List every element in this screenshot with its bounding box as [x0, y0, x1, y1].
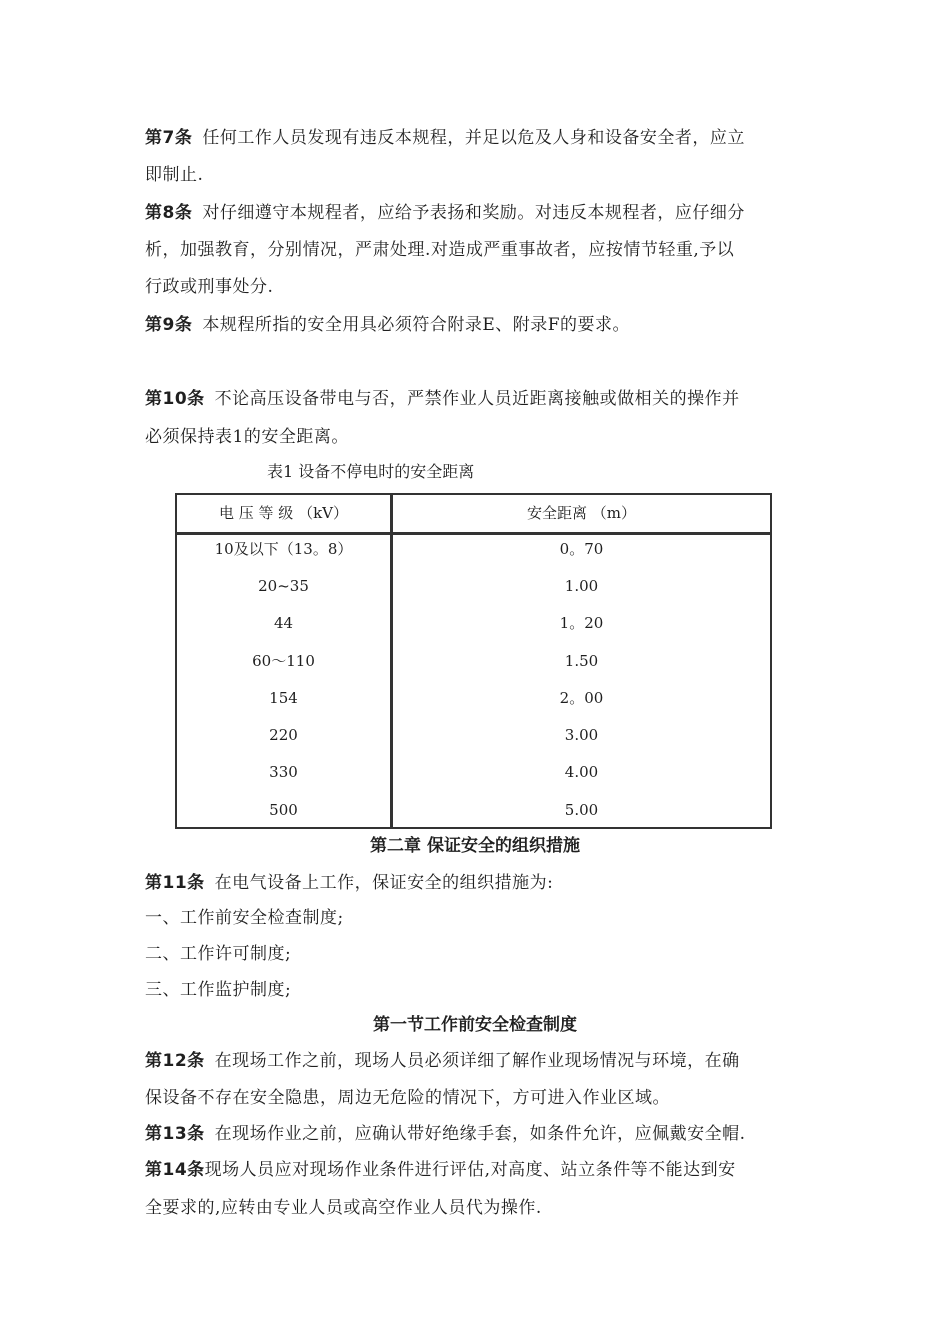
- table-row-8-voltage: 500: [269, 801, 298, 819]
- art13-line1: [145, 1124, 746, 1144]
- art14-line2: 全要求的,应转由专业人员或高空作业人员代为操作.: [145, 1198, 542, 1218]
- art10-text: 不论高压设备带电与否，严禁作业人员近距离接触或做相关的操作并: [214, 389, 740, 409]
- table-row-3-voltage: 44: [273, 614, 294, 632]
- list-item-1: 一、工作前安全检查制度;: [145, 908, 344, 928]
- art14-label: 第14条: [145, 1160, 205, 1180]
- art13-text: 在现场作业之前，应确认带好绝缘手套，如条件允许，应佩戴安全帽.: [214, 1124, 746, 1144]
- art7-label: 第7条: [145, 128, 193, 148]
- art11-line1: [145, 873, 553, 893]
- art8-line1: [145, 203, 745, 223]
- table-row-2-distance: 1.00: [564, 577, 599, 595]
- table-caption: 表1 设备不停电时的安全距离: [267, 462, 475, 481]
- art11-text: 在电气设备上工作，保证安全的组织措施为:: [214, 873, 554, 893]
- art8-line2: 析，加强教育，分别情况，严肃处理.对造成严重事故者，应按情节轻重,予以: [145, 240, 735, 260]
- safety-distance-table: [175, 493, 772, 829]
- table-row-8-distance: 5.00: [564, 801, 599, 819]
- art8-label: 第8条: [145, 203, 193, 223]
- art12-line1: [145, 1051, 740, 1071]
- art10-line1: [145, 389, 740, 409]
- art9-label: 第9条: [145, 315, 193, 335]
- table-header-distance: 安全距离 （m）: [527, 504, 636, 522]
- table-row-6-voltage: 220: [269, 726, 298, 744]
- list-item-3: 三、工作监护制度;: [145, 980, 292, 1000]
- art11-label: 第11条: [145, 873, 205, 893]
- art8-line3: 行政或刑事处分.: [145, 277, 274, 297]
- table-row-1-distance: 0。70: [559, 540, 604, 558]
- table-row-3-distance: 1。20: [559, 614, 604, 632]
- table-header-divider: [177, 532, 770, 535]
- art14-text: 现场人员应对现场作业条件进行评估,对高度、站立条件等不能达到安: [204, 1160, 736, 1180]
- art12-label: 第12条: [145, 1051, 205, 1071]
- art7-text: 任何工作人员发现有违反本规程，并足以危及人身和设备安全者，应立: [202, 128, 745, 148]
- list-item-2: 二、工作许可制度;: [145, 944, 292, 964]
- table-row-2-voltage: 20~35: [258, 577, 309, 595]
- art9-text: 本规程所指的安全用具必须符合附录E、附录F的要求。: [202, 315, 631, 335]
- art14-line1: [145, 1160, 736, 1180]
- table-row-5-voltage: 154: [269, 689, 298, 707]
- table-row-7-voltage: 330: [269, 763, 298, 781]
- table-row-4-distance: 1.50: [564, 652, 599, 670]
- chapter-title: 第二章 保证安全的组织措施: [370, 836, 580, 856]
- table-header-voltage: 电 压 等 级 （kV）: [219, 504, 348, 522]
- table-row-6-distance: 3.00: [564, 726, 599, 744]
- art7-line2: 即制止.: [145, 165, 204, 185]
- art9-line1: [145, 315, 630, 335]
- art12-line2: 保设备不存在安全隐患，周边无危险的情况下，方可进入作业区域。: [145, 1088, 670, 1108]
- art13-label: 第13条: [145, 1124, 205, 1144]
- table-row-5-distance: 2。00: [559, 689, 604, 707]
- art8-text: 对仔细遵守本规程者，应给予表扬和奖励。对违反本规程者，应仔细分: [202, 203, 745, 223]
- art10-line2: 必须保持表1的安全距离。: [145, 427, 349, 447]
- table-row-7-distance: 4.00: [564, 763, 599, 781]
- table-row-4-voltage: 60～110: [252, 652, 315, 670]
- section-title: 第一节工作前安全检查制度: [373, 1015, 577, 1035]
- art12-text: 在现场工作之前，现场人员必须详细了解作业现场情况与环境，在确: [214, 1051, 740, 1071]
- art7-line1: [145, 128, 745, 148]
- table-row-1-voltage: 10及以下（13。8）: [214, 540, 353, 558]
- art10-label: 第10条: [145, 389, 205, 409]
